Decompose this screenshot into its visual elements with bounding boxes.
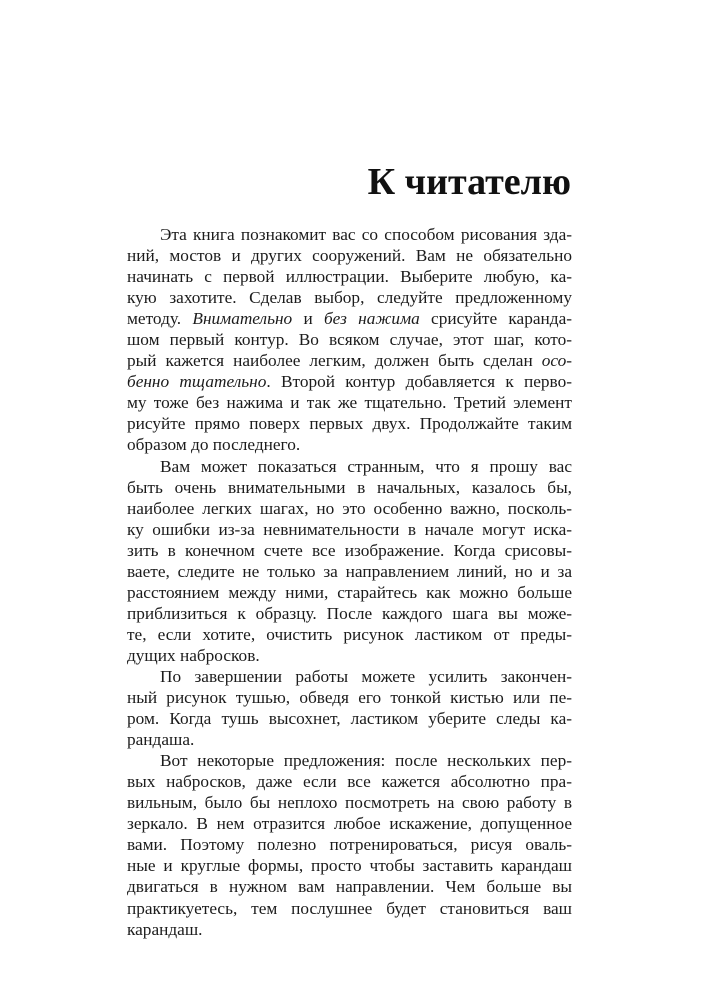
text-line: приблизиться к образцу. После каждого шага вы може- xyxy=(127,603,572,623)
text-line: рисуйте прямо поверх первых двух. Продолжайте таким xyxy=(127,414,572,434)
text-line: быть очень внимательными в начальных, казалось бы, xyxy=(127,477,572,497)
text-line: дущих набросков. xyxy=(127,645,260,665)
body-text xyxy=(127,224,572,940)
text-line: двигаться в нужном вам направлении. Чем больше вы xyxy=(127,877,572,897)
text-line: те, если хотите, очистить рисунок ластиком от преды- xyxy=(127,624,572,644)
text-line: зить в конечном счете все изображение. Когда срисовы- xyxy=(127,540,572,560)
text-line: образом до последнего. xyxy=(127,435,301,455)
italic-text: осо- xyxy=(541,351,572,371)
text-line: По завершении работы можете усилить закончен- xyxy=(160,666,572,686)
text-line xyxy=(127,308,572,329)
text-line xyxy=(127,350,572,371)
text-line: Вам может показаться странным, что я прошу вас xyxy=(160,456,572,476)
text-line: наиболее легких шагах, но это особенно важно, посколь- xyxy=(127,498,572,518)
paragraph xyxy=(127,224,572,456)
text-line: ром. Когда тушь высохнет, ластиком уберите следы ка- xyxy=(127,709,572,729)
text-line: ный рисунок тушью, обведя его тонкой кистью или пе- xyxy=(127,688,572,708)
text-line: вильным, было бы неплохо посмотреть на свою работу в xyxy=(127,793,572,813)
text-line: рандаша. xyxy=(127,730,195,750)
text-line: начинать с первой иллюстрации. Выберите любую, ка- xyxy=(127,267,572,287)
text-line: вых набросков, даже если все кажется абсолютно пра- xyxy=(127,772,572,792)
text-line: шом первый контур. Во всяком случае, этот шаг, кото- xyxy=(127,330,572,350)
text-line: карандаш. xyxy=(127,919,203,939)
text-line xyxy=(127,371,572,392)
text-segment: срисуйте каранда- xyxy=(419,309,573,329)
page-title: К читателю xyxy=(367,161,571,203)
text-line: ний, мостов и других сооружений. Вам не обязательно xyxy=(127,246,572,266)
text-segment: . Второй контур добавляется к перво- xyxy=(266,372,572,392)
italic-text: бенно тщательно xyxy=(127,372,267,392)
text-line: Эта книга познакомит вас со способом рисования зда- xyxy=(160,225,572,244)
text-line: зеркало. В нем отразится любое искажение, допущенное xyxy=(127,814,572,834)
text-line: практикуетесь, тем послушнее будет становиться ваш xyxy=(127,898,572,918)
text-segment: рый кажется наиболее легким, должен быть сделан xyxy=(127,351,542,371)
text-line: расстоянием между ними, старайтесь как можно больше xyxy=(127,582,572,602)
text-line: вами. Поэтому полезно потренироваться, рисуя оваль- xyxy=(127,835,572,855)
text-line: Вот некоторые предложения: после нескольких пер- xyxy=(160,751,572,771)
italic-text: без нажима xyxy=(323,309,420,329)
text-line: кую захотите. Сделав выбор, следуйте предложенному xyxy=(127,288,572,308)
italic-text: Внимательно xyxy=(192,309,293,329)
text-line: ные и круглые формы, просто чтобы заставить карандаш xyxy=(127,856,572,876)
paragraph xyxy=(127,666,572,750)
text-line: ваете, следите не только за направлением линий, но и за xyxy=(127,561,572,581)
text-line: ку ошибки из-за невнимательности в начале могут иска- xyxy=(127,519,572,539)
text-segment: и xyxy=(292,309,324,329)
text-line: му тоже без нажима и так же тщательно. Третий элемент xyxy=(127,393,572,413)
paragraph xyxy=(127,456,572,666)
paragraph xyxy=(127,750,572,939)
text-segment: методу. xyxy=(127,309,193,329)
